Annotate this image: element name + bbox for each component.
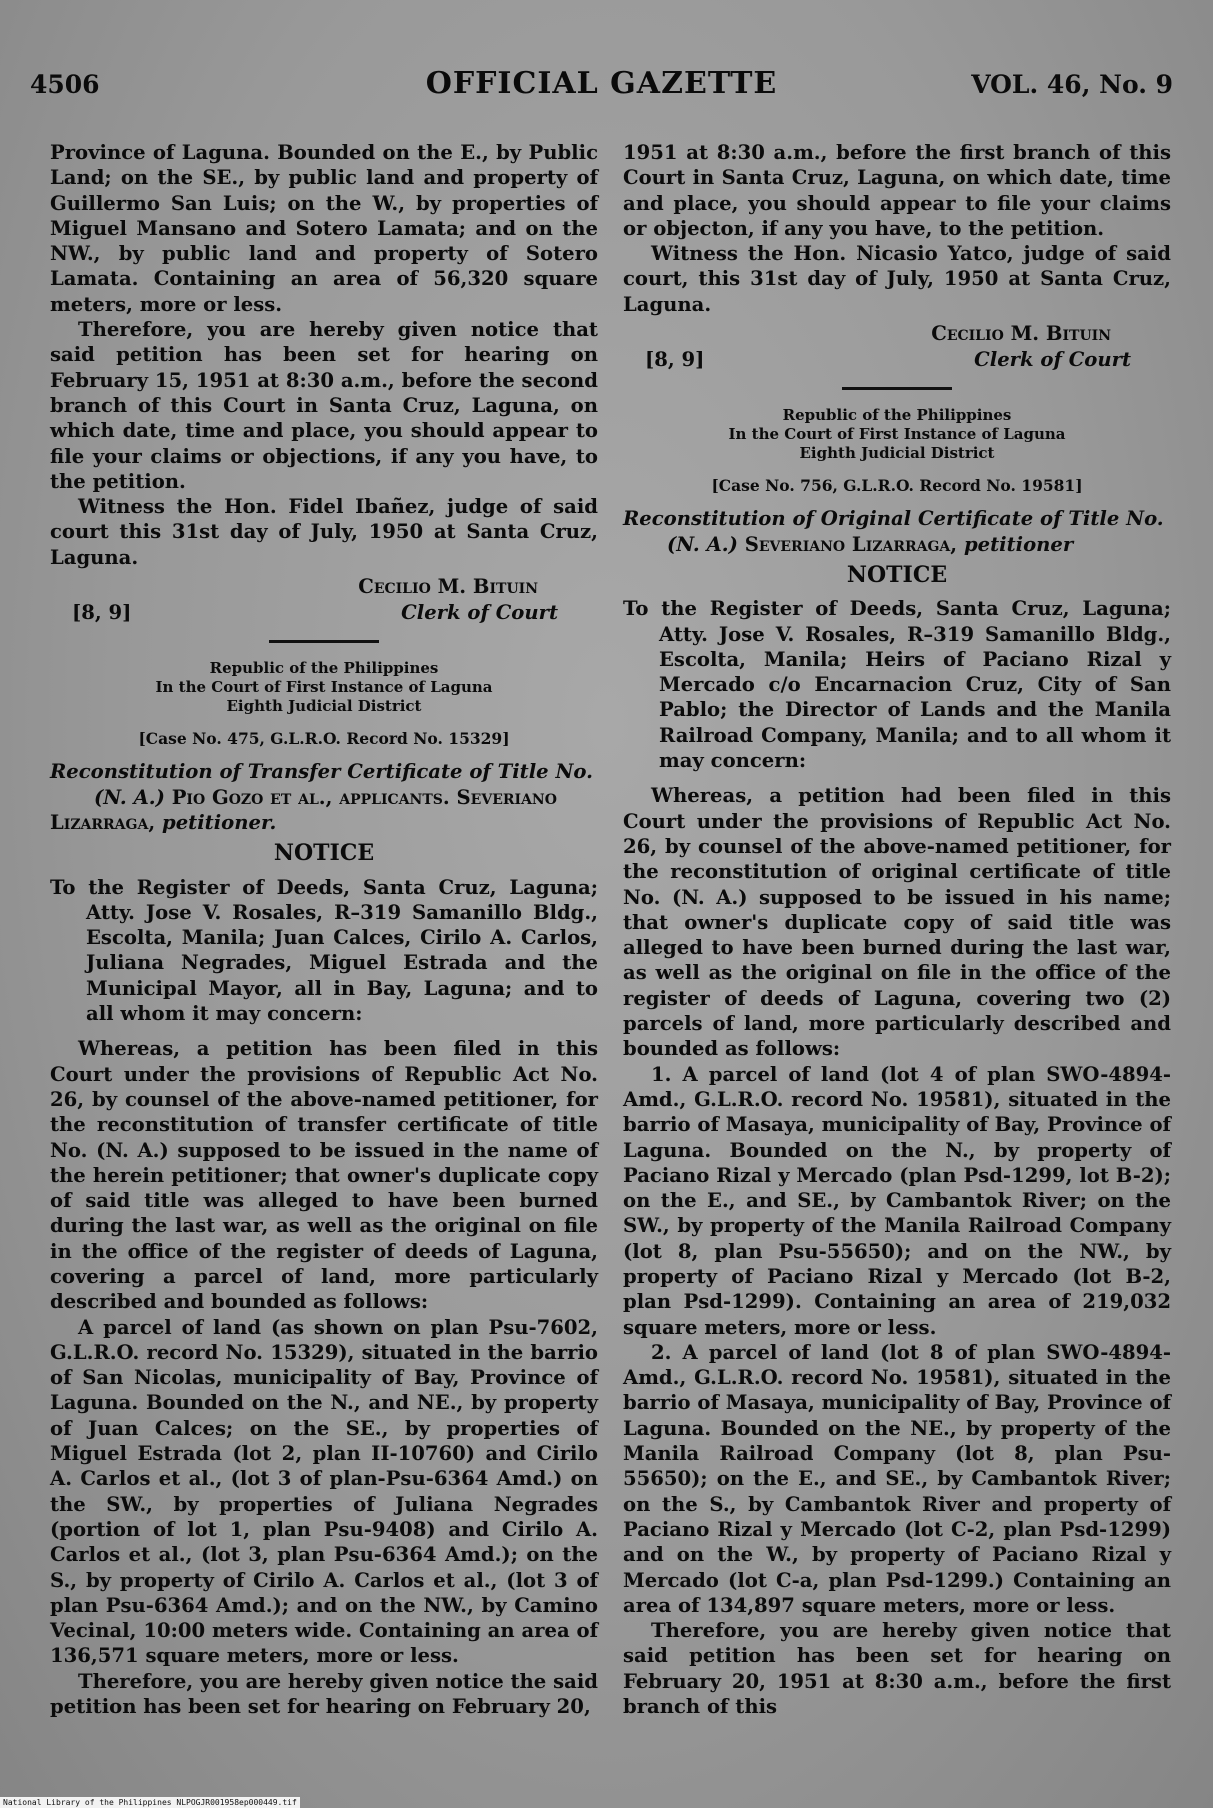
paragraph: Therefore, you are hereby given notice that said petition has been set for hearing on February 15, 1951 at 8:30 a.m., before the second branch of this Court in Santa Cruz, Laguna, on which date, time and place, you should appear to file your claims or objections, if any you have, to the petition.	[50, 318, 598, 493]
case-number: [Case No. 475, G.L.R.O. Record No. 15329]	[138, 729, 510, 749]
signature-block	[50, 574, 598, 626]
addressees: To the Register of Deeds, Santa Cruz, Laguna; Atty. Jose V. Rosales, R–319 Samanillo Bldg., Escolta, Manila; Juan Calces, Cirilo A. Carlos, Juliana Negrades, Miguel Estrada and the Municipal Mayor, all in Bay, Laguna; and to all whom it may concern:	[50, 875, 598, 1026]
volume-number: VOL. 46, No. 9	[971, 70, 1173, 99]
notice-title	[50, 759, 598, 835]
signature-block	[623, 321, 1171, 373]
case-number: [Case No. 756, G.L.R.O. Record No. 19581]	[711, 476, 1083, 496]
title-petitioner: petitioner	[963, 532, 1074, 556]
paragraph: Therefore, you are hereby given notice the said petition has been set for hearing on February 20,	[50, 1669, 598, 1719]
left-column	[50, 140, 598, 1719]
title-petitioner: petitioner.	[162, 810, 277, 834]
addressees: To the Register of Deeds, Santa Cruz, Laguna; Atty. Jose V. Rosales, R–319 Samanillo Bldg., Escolta, Manila; Heirs of Paciano Rizal y Mercado c/o Encarnacion Cruz, City of San Pablo; the Director of Lands and the Manila Railroad Company, Manila; and to all whom it may concern:	[623, 597, 1171, 773]
right-column	[623, 140, 1171, 1719]
paragraph: 1951 at 8:30 a.m., before the first branch of this Court in Santa Cruz, Laguna, on which date, time and place, you should appear to file your claims or objecton, if any you have, to the petition.	[623, 141, 1171, 240]
issue-reference: [8, 9]	[645, 348, 705, 372]
court-line: Eighth Judicial District	[799, 444, 995, 463]
court-heading	[623, 406, 1171, 463]
scan-footer: National Library of the Philippines NLPOGJR001958ep000449.tif	[0, 1797, 300, 1808]
court-line: Republic of the Philippines	[209, 659, 439, 678]
paragraph: Witness the Hon. Fidel Ibañez, judge of said court this 31st day of July, 1950 at Santa Cruz, Laguna.	[50, 495, 598, 569]
court-line: Eighth Judicial District	[226, 697, 422, 716]
title-main: Reconstitution of Original Certificate of Title No.	[623, 507, 1164, 531]
court-heading	[50, 659, 598, 716]
notice-heading: NOTICE	[273, 840, 375, 867]
paragraph: Therefore, you are hereby given notice that said petition has been set for hearing on February 20, 1951 at 8:30 a.m., before the first branch of this	[623, 1619, 1171, 1719]
clerk-name: Cecilio M. Bituin	[931, 322, 1111, 346]
court-line: Republic of the Philippines	[782, 406, 1012, 425]
court-line: In the Court of First Instance of Laguna	[728, 425, 1066, 444]
notice-title	[623, 506, 1171, 557]
divider	[842, 387, 952, 390]
paragraph: Whereas, a petition has been filed in this Court under the provisions of Republic Act No. 26, by counsel of the above-named petitioner, for the reconstitution of transfer certificate of title No. (N. A.) supposed to be issued in the name of the herein petitioner; that owner's duplicate copy of said title was alleged to have been burned during the last war, as well as the original on file in the office of the register of deeds of Laguna, covering a parcel of land, more particularly described and bounded as follows:	[50, 1037, 598, 1314]
clerk-title: Clerk of Court	[401, 601, 558, 625]
clerk-title: Clerk of Court	[974, 348, 1131, 372]
journal-title: OFFICIAL GAZETTE	[425, 66, 778, 101]
page-header	[30, 66, 1173, 106]
title-parties: Severiano Lizarraga,	[744, 532, 958, 556]
paragraph: 2. A parcel of land (lot 8 of plan SWO-4894-Amd., G.L.R.O. record No. 19581), situated in the barrio of Masaya, municipality of Bay, Province of Laguna. Bounded on the NE., by property of the Manila Railroad Company (lot 8, plan Psu-55650); on the E., and SE., by Cambantok River; on the S., by Cambantok River and property of Paciano Rizal y Mercado (lot C-2, plan Psd-1299) and on the W., by property of Paciano Rizal y Mercado (lot C-a, plan Psd-1299.) Containing an area of 134,897 square meters, more or less.	[623, 1340, 1171, 1617]
title-parties: Pio Gozo et al., applicants. Severiano Lizarraga,	[50, 785, 557, 834]
title-na: (N. A.)	[667, 532, 738, 556]
issue-reference: [8, 9]	[72, 601, 132, 625]
court-line: In the Court of First Instance of Laguna	[155, 678, 493, 697]
paragraph: Province of Laguna. Bounded on the E., by Public Land; on the SE., by public land and property of Guillermo San Luis; on the W., by properties of Miguel Mansano and Sotero Lamata; and on the NW., by public land and property of Sotero Lamata. Containing an area of 56,320 square meters, more or less.	[50, 141, 598, 316]
notice-heading: NOTICE	[846, 561, 948, 588]
title-na: (N. A.)	[94, 785, 165, 809]
paragraph: Whereas, a petition had been filed in this Court under the provisions of Republic Act No. 26, by counsel of the above-named petitioner, for the reconstitution of original certificate of title No. (N. A.) supposed to be issued in his name; that owner's duplicate copy of said title was alleged to have been burned during the last war, as well as the original on file in the office of the register of deeds of Laguna, covering two (2) parcels of land, more particularly described and bounded as follows:	[623, 784, 1171, 1061]
paragraph: Witness the Hon. Nicasio Yatco, judge of said court, this 31st day of July, 1950 at Santa Cruz, Laguna.	[623, 242, 1171, 316]
paragraph: 1. A parcel of land (lot 4 of plan SWO-4894-Amd., G.L.R.O. record No. 19581), situated in the barrio of Masaya, municipality of Bay, Province of Laguna. Bounded on the N., by property of Paciano Rizal y Mercado (plan Psd-1299, lot B-2); on the E., and SE., by Cambantok River; on the SW., by property of the Manila Railroad Company (lot 8, plan Psu-55650); and on the NW., by property of Paciano Rizal y Mercado (lot B-2, plan Psd-1299). Containing an area of 219,032 square meters, more or less.	[623, 1062, 1171, 1339]
clerk-name: Cecilio M. Bituin	[358, 575, 538, 599]
paragraph: A parcel of land (as shown on plan Psu-7602, G.L.R.O. record No. 15329), situated in the barrio of San Nicolas, municipality of Bay, Province of Laguna. Bounded on the N., and NE., by property of Juan Calces; on the SE., by properties of Miguel Estrada (lot 2, plan II-10760) and Cirilo A. Carlos et al., (lot 3 of plan-Psu-6364 Amd.) on the SW., by properties of Juliana Negrades (portion of lot 1, plan Psu-9408) and Cirilo A. Carlos et al., (lot 3, plan Psu-6364 Amd.); on the S., by property of Cirilo A. Carlos et al., (lot 3 of plan Psu-6364 Amd.); and on the NW., by Camino Vecinal, 10:00 meters wide. Containing an area of 136,571 square meters, more or less.	[50, 1315, 598, 1668]
title-main: Reconstitution of Transfer Certificate of Title No.	[50, 760, 593, 784]
page-number: 4506	[30, 70, 100, 99]
divider	[269, 640, 379, 643]
